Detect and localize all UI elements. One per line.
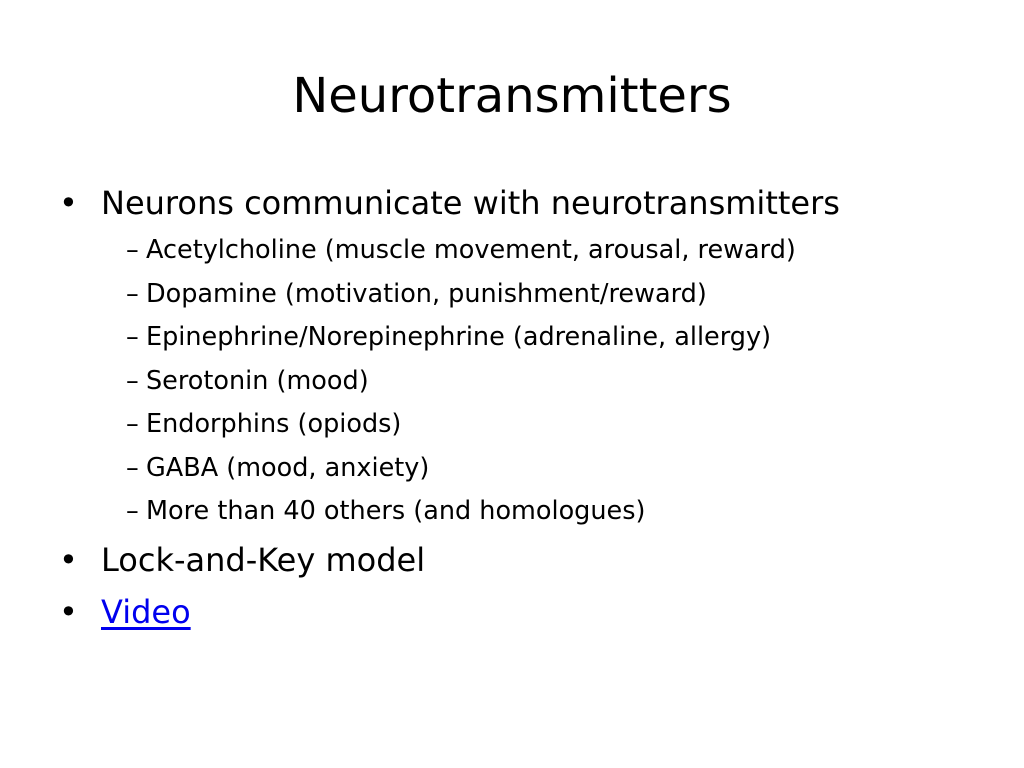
sub-bullet-item: [56, 447, 976, 491]
bullet-icon: •: [59, 184, 78, 222]
dash-icon: –: [126, 365, 139, 396]
sub-bullet-text: Endorphins (opiods): [146, 409, 402, 439]
sub-bullet-list: [56, 229, 976, 534]
video-link[interactable]: Video: [101, 592, 191, 631]
sub-bullet-item: [56, 360, 976, 404]
bullet-item-video: [56, 586, 976, 638]
dash-icon: –: [126, 496, 139, 526]
dash-icon: –: [126, 452, 139, 483]
sub-bullet-item: [56, 273, 976, 317]
dash-icon: –: [126, 322, 139, 352]
sub-bullet-item: [56, 316, 976, 360]
dash-icon: –: [126, 235, 139, 265]
bullet-item-neurons: [56, 177, 976, 229]
sub-bullet-text: Epinephrine/Norepinephrine (adrenaline, allergy): [146, 322, 772, 352]
bullet-list: [56, 177, 976, 638]
sub-bullet-text: GABA (mood, anxiety): [146, 452, 430, 483]
sub-bullet-item: [56, 229, 976, 273]
sub-bullet-text: Acetylcholine (muscle movement, arousal, reward): [146, 235, 796, 265]
bullet-icon: •: [59, 592, 78, 631]
bullet-text: Neurons communicate with neurotransmitters: [101, 184, 840, 222]
dash-icon: –: [126, 278, 139, 309]
bullet-text: Lock-and-Key model: [101, 540, 426, 579]
dash-icon: –: [126, 409, 139, 439]
slide-title: Neurotransmitters: [292, 68, 732, 124]
sub-bullet-item: [56, 403, 976, 447]
sub-bullet-text: More than 40 others (and homologues): [146, 496, 646, 526]
sub-bullet-text: Dopamine (motivation, punishment/reward): [146, 278, 707, 309]
bullet-item-lock-and-key: [56, 534, 976, 586]
bullet-icon: •: [59, 540, 78, 579]
sub-bullet-text: Serotonin (mood): [146, 365, 369, 396]
sub-bullet-item: [56, 490, 976, 534]
